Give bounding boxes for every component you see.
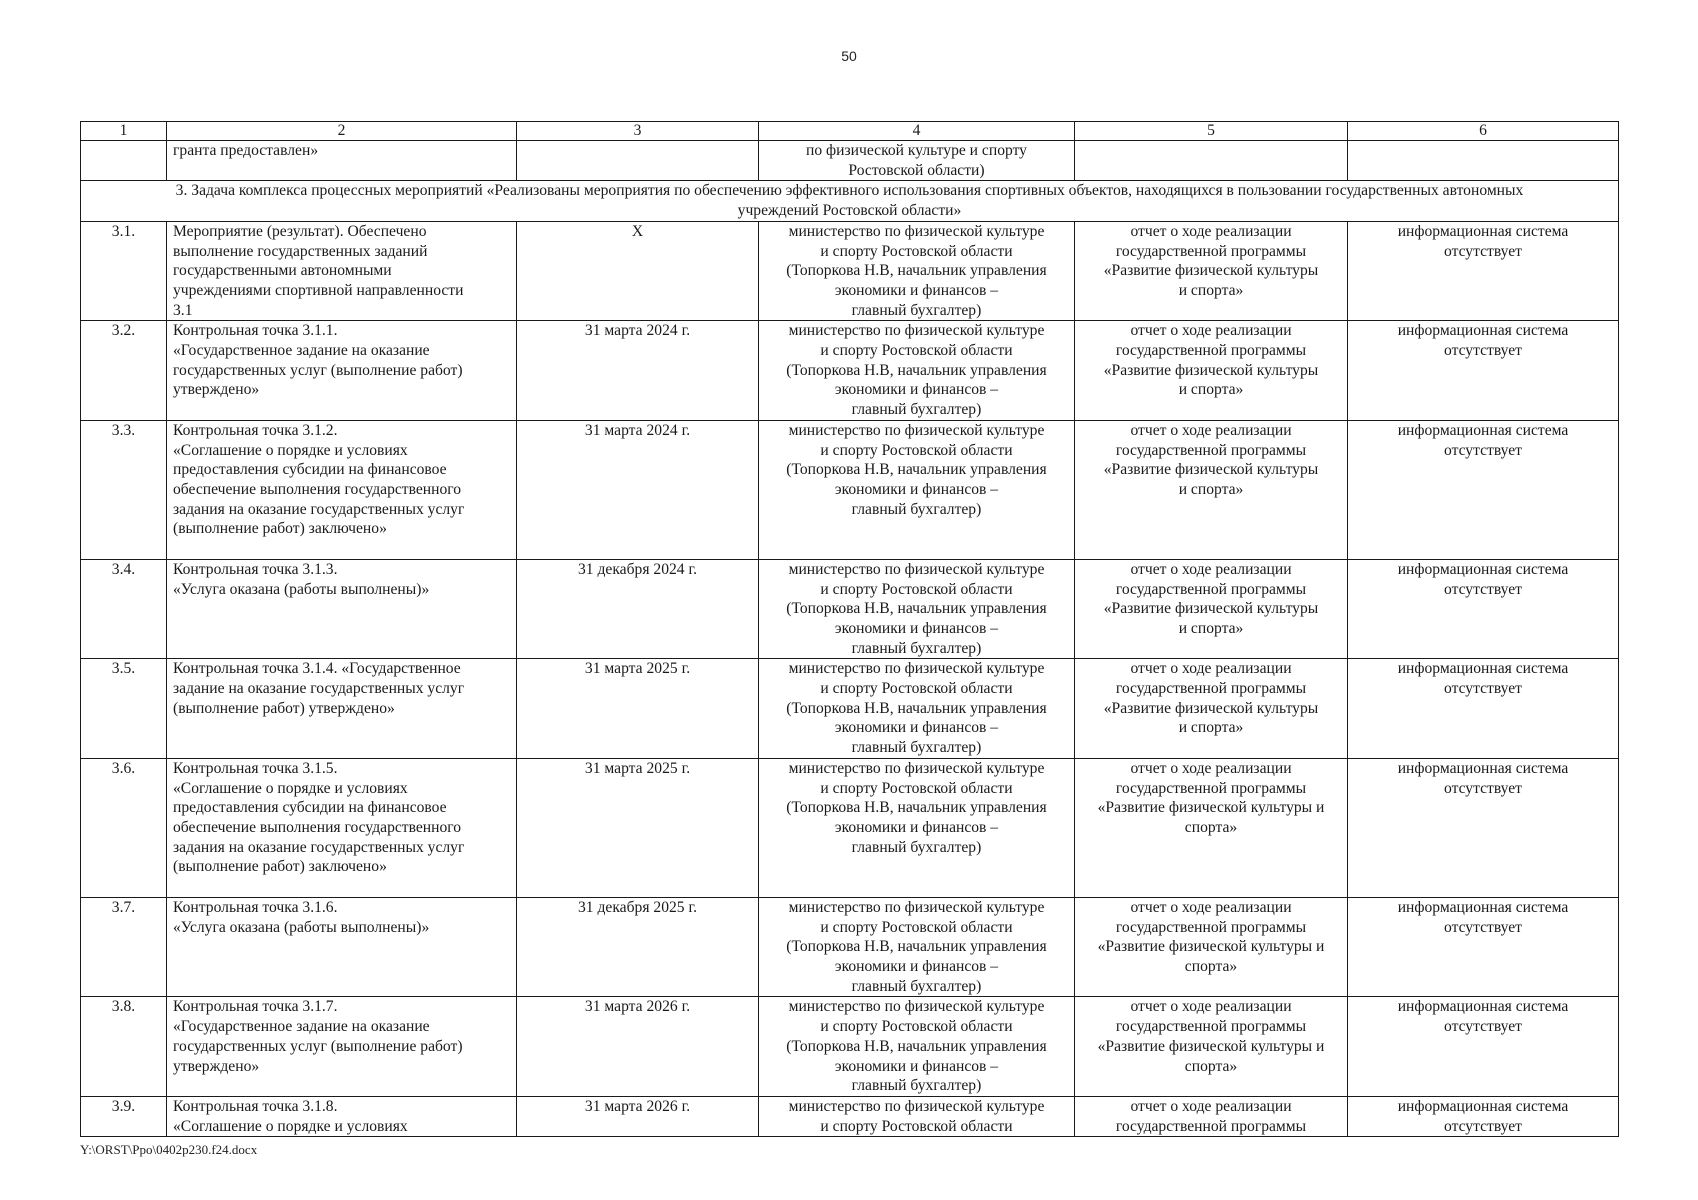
- responsible-cell: министерство по физической культуре и спорту Ростовской области (Топоркова Н.В, начальник управления экономики и финансов – главный бухгалтер): [759, 420, 1075, 559]
- date-cell: 31 марта 2024 г.: [517, 420, 759, 559]
- date-cell: 31 марта 2026 г.: [517, 997, 759, 1097]
- section-title: 3. Задача комплекса процессных мероприятий «Реализованы мероприятия по обеспечению эффективного использования спортивных объектов, находящихся в пользовании государственных автономных учреждений Ростовской области»: [81, 181, 1619, 221]
- document-cell: отчет о ходе реализации государственной программы «Развитие физической культуры и спорта»: [1075, 659, 1348, 759]
- schedule-table: [80, 121, 1619, 1137]
- info-system-cell: информационная система отсутствует: [1348, 659, 1619, 759]
- column-number-cell: 2: [167, 122, 517, 141]
- table-row: [81, 897, 1619, 997]
- document-cell: отчет о ходе реализации государственной программы «Развитие физической культуры и спорта»: [1075, 321, 1348, 421]
- table-cell: по физической культуре и спорту Ростовской области): [759, 141, 1075, 181]
- document-cell: отчет о ходе реализации государственной программы «Развитие физической культуры и спорта»: [1075, 559, 1348, 659]
- info-system-cell: информационная система отсутствует: [1348, 321, 1619, 421]
- event-cell: Контрольная точка 3.1.7. «Государственное задание на оказание государственных услуг (выполнение работ) утверждено»: [167, 997, 517, 1097]
- document-cell: отчет о ходе реализации государственной программы «Развитие физической культуры и спорта»: [1075, 420, 1348, 559]
- table-row: [81, 659, 1619, 759]
- table-cell: гранта предоставлен»: [167, 141, 517, 181]
- date-cell: 31 марта 2025 г.: [517, 659, 759, 759]
- footer-file-path: Y:\ORST\Ppo\0402p230.f24.docx: [80, 1142, 258, 1157]
- row-number: 3.7.: [81, 897, 167, 997]
- info-system-cell: информационная система отсутствует: [1348, 559, 1619, 659]
- info-system-cell: информационная система отсутствует: [1348, 221, 1619, 321]
- column-number-cell: 4: [759, 122, 1075, 141]
- column-number-row: [81, 122, 1619, 141]
- responsible-cell: министерство по физической культуре и спорту Ростовской области (Топоркова Н.В, начальник управления экономики и финансов – главный бухгалтер): [759, 659, 1075, 759]
- event-cell: Мероприятие (результат). Обеспечено выполнение государственных заданий государственными автономными учреждениями спортивной направленности 3.1: [167, 221, 517, 321]
- column-number-cell: 6: [1348, 122, 1619, 141]
- info-system-cell: информационная система отсутствует: [1348, 1096, 1619, 1136]
- column-number-cell: 3: [517, 122, 759, 141]
- date-cell: 31 декабря 2024 г.: [517, 559, 759, 659]
- row-number: 3.5.: [81, 659, 167, 759]
- info-system-cell: информационная система отсутствует: [1348, 420, 1619, 559]
- document-cell: отчет о ходе реализации государственной программы «Развитие физической культуры и спорта»: [1075, 997, 1348, 1097]
- continuation-row: [81, 141, 1619, 181]
- info-system-cell: информационная система отсутствует: [1348, 997, 1619, 1097]
- event-cell: Контрольная точка 3.1.4. «Государственное задание на оказание государственных услуг (выполнение работ) утверждено»: [167, 659, 517, 759]
- column-number-cell: 5: [1075, 122, 1348, 141]
- section-header-row: [81, 181, 1619, 221]
- table-row: [81, 420, 1619, 559]
- responsible-cell: министерство по физической культуре и спорту Ростовской области (Топоркова Н.В, начальник управления экономики и финансов – главный бухгалтер): [759, 321, 1075, 421]
- info-system-cell: информационная система отсутствует: [1348, 758, 1619, 897]
- table-row: [81, 1096, 1619, 1136]
- table-row: [81, 221, 1619, 321]
- event-cell: Контрольная точка 3.1.3. «Услуга оказана (работы выполнены)»: [167, 559, 517, 659]
- table-row: [81, 758, 1619, 897]
- table-cell: [1075, 141, 1348, 181]
- column-number-cell: 1: [81, 122, 167, 141]
- document-cell: отчет о ходе реализации государственной программы «Развитие физической культуры и спорта»: [1075, 221, 1348, 321]
- row-number: 3.2.: [81, 321, 167, 421]
- row-number: 3.9.: [81, 1096, 167, 1136]
- responsible-cell: министерство по физической культуре и спорту Ростовской области (Топоркова Н.В, начальник управления экономики и финансов – главный бухгалтер): [759, 559, 1075, 659]
- event-cell: Контрольная точка 3.1.8. «Соглашение о порядке и условиях: [167, 1096, 517, 1136]
- document-cell: отчет о ходе реализации государственной программы «Развитие физической культуры и спорта»: [1075, 758, 1348, 897]
- responsible-cell: министерство по физической культуре и спорту Ростовской области (Топоркова Н.В, начальник управления экономики и финансов – главный бухгалтер): [759, 897, 1075, 997]
- event-cell: Контрольная точка 3.1.6. «Услуга оказана (работы выполнены)»: [167, 897, 517, 997]
- table-cell: [81, 141, 167, 181]
- info-system-cell: информационная система отсутствует: [1348, 897, 1619, 997]
- row-number: 3.8.: [81, 997, 167, 1097]
- table-row: [81, 321, 1619, 421]
- date-cell: 31 марта 2025 г.: [517, 758, 759, 897]
- responsible-cell: министерство по физической культуре и спорту Ростовской области (Топоркова Н.В, начальник управления экономики и финансов – главный бухгалтер): [759, 758, 1075, 897]
- row-number: 3.3.: [81, 420, 167, 559]
- row-number: 3.1.: [81, 221, 167, 321]
- event-cell: Контрольная точка 3.1.5. «Соглашение о порядке и условиях предоставления субсидии на финансовое обеспечение выполнения государственного задания на оказание государственных услуг (выполнение работ) заключено»: [167, 758, 517, 897]
- date-cell: 31 марта 2024 г.: [517, 321, 759, 421]
- event-cell: Контрольная точка 3.1.1. «Государственное задание на оказание государственных услуг (выполнение работ) утверждено»: [167, 321, 517, 421]
- responsible-cell: министерство по физической культуре и спорту Ростовской области (Топоркова Н.В, начальник управления экономики и финансов – главный бухгалтер): [759, 221, 1075, 321]
- table-row: [81, 997, 1619, 1097]
- date-cell: 31 декабря 2025 г.: [517, 897, 759, 997]
- table-row: [81, 559, 1619, 659]
- event-cell: Контрольная точка 3.1.2. «Соглашение о порядке и условиях предоставления субсидии на финансовое обеспечение выполнения государственного задания на оказание государственных услуг (выполнение работ) заключено»: [167, 420, 517, 559]
- page-number: 50: [841, 48, 857, 64]
- responsible-cell: министерство по физической культуре и спорту Ростовской области (Топоркова Н.В, начальник управления экономики и финансов – главный бухгалтер): [759, 997, 1075, 1097]
- document-cell: отчет о ходе реализации государственной программы «Развитие физической культуры и спорта»: [1075, 897, 1348, 997]
- row-number: 3.4.: [81, 559, 167, 659]
- table-cell: [1348, 141, 1619, 181]
- date-cell: 31 марта 2026 г.: [517, 1096, 759, 1136]
- date-cell: Х: [517, 221, 759, 321]
- responsible-cell: министерство по физической культуре и спорту Ростовской области: [759, 1096, 1075, 1136]
- row-number: 3.6.: [81, 758, 167, 897]
- document-cell: отчет о ходе реализации государственной программы: [1075, 1096, 1348, 1136]
- table-cell: [517, 141, 759, 181]
